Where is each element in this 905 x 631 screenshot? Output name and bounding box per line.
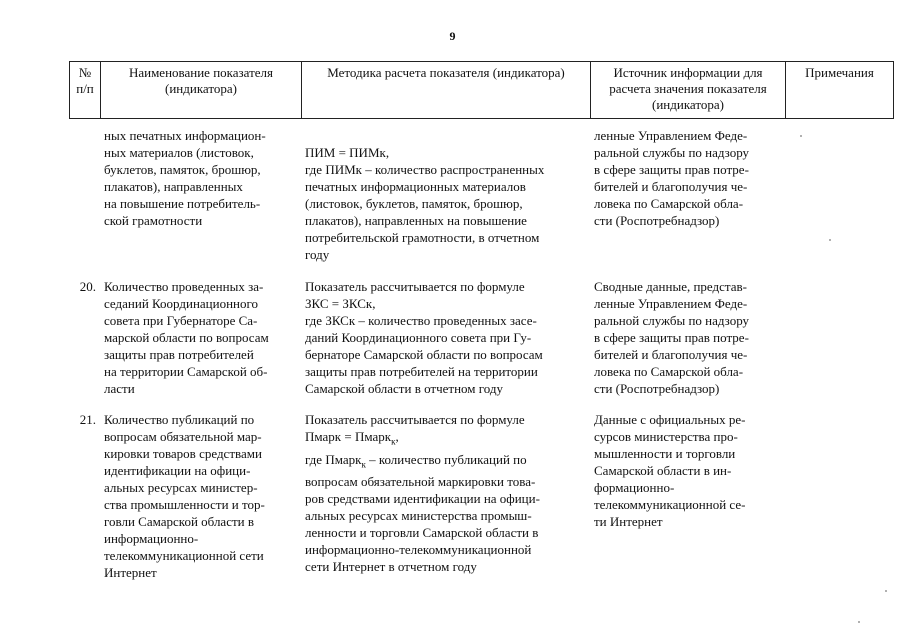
text-line: информационно- [104,531,199,546]
text-line: сти (Роспотребнадзор) [594,213,720,228]
method-first-a: где Пмарк [305,451,362,467]
row-0-method [305,144,589,263]
header-notes: Примечания [786,62,894,119]
text-line: году [305,247,330,262]
text-line: вопросам обязательной маркировки това- [305,474,536,490]
scan-speck [858,621,860,623]
text-line: даний Координационного совета при Гу- [305,330,532,345]
text-line: бернаторе Самарской области по вопросам [305,347,543,362]
text-line: Количество проведенных за- [104,279,264,294]
text-line: идентификации на офици- [104,463,251,478]
text-line: сети Интернет в отчетном году [305,559,477,575]
text-line: ства промышленности и тор- [104,497,265,512]
text-line: ных печатных информацион- [104,128,266,143]
text-line: в сфере защиты прав потре- [594,330,749,345]
row-0-name [104,127,300,229]
method-first-b: – количество публикаций по [365,451,527,467]
text-line: телекоммуникационной се- [594,497,746,512]
formula: ЗКС = ЗКСк, [305,296,376,311]
text-line: совета при Губернаторе Са- [104,313,258,328]
row-21-number: 21. [79,412,96,427]
text-line: буклетов, памяток, брошюр, [104,162,261,177]
text-line: мышленности и торговли [594,446,736,461]
row-21-source [594,411,782,530]
text-line: ленные Управлением Феде- [594,128,748,143]
text-line: альных ресурсах министер- [104,480,258,495]
text-line: вопросам обязательной мар- [104,429,262,444]
formula-subscript: к [391,436,396,447]
text-line: Самарской области в отчетном году [305,381,504,396]
text-line: ловека по Самарской обла- [594,196,744,211]
formula: ПИМ = ПИМк, [305,145,390,160]
formula [305,428,589,451]
method-first-subscript: к [361,459,366,470]
text-line [305,451,589,474]
header-calculation-method: Методика расчета показателя (индикатора) [302,62,591,119]
text-line: ральной службы по надзору [594,145,750,160]
text-line: Количество публикаций по [104,412,255,427]
row-20-method [305,278,589,397]
text-line: где ЗКСк – количество проведенных засе- [305,313,537,328]
row-20-name [104,278,300,397]
text-line: плакатов), направленных [104,179,243,194]
text-line: печатных информационных материалов [305,179,526,194]
text-line: бителей и благополучия че- [594,347,748,362]
row-0-source [594,127,782,229]
text-line: альных ресурсах министерства промыш- [305,508,532,524]
text-line: ласти [104,381,135,396]
text-line: ской грамотности [104,213,203,228]
method-intro: Показатель рассчитывается по формуле [305,412,525,427]
text-line: где ПИМк – количество распространенных [305,162,545,177]
text-line: сти (Роспотребнадзор) [594,381,720,396]
text-line: бителей и благополучия че- [594,179,748,194]
text-line: говли Самарской области в [104,514,254,529]
text-line: ров средствами идентификации на офици- [305,491,540,507]
text-line: плакатов), направленных на повышение [305,213,527,228]
table-header [69,61,894,119]
text-line: формационно- [594,480,675,495]
text-line: ленные Управлением Феде- [594,296,748,311]
text-line: информационно-телекоммуникационной [305,542,532,558]
scan-speck [885,590,887,592]
text-line: ральной службы по надзору [594,313,750,328]
text-line: Сводные данные, представ- [594,279,747,294]
text-line: марской области по вопросам [104,330,269,345]
text-line: ловека по Самарской обла- [594,364,744,379]
text-line: Интернет [104,565,157,580]
formula-end: , [395,429,399,444]
text-line: ных материалов (листовок, [104,145,254,160]
method-intro: Показатель рассчитывается по формуле [305,279,525,294]
header-number: № п/п [70,62,101,119]
text-line: ти Интернет [594,514,663,529]
row-21-name [104,411,300,581]
row-20-number: 20. [79,279,96,294]
header-information-source: Источник информации для расчета значения показателя (индикатора) [591,62,786,119]
scan-speck [800,135,802,137]
text-line: (листовок, буклетов, памяток, брошюр, [305,196,523,211]
formula-text: Пмарк = Пмарк [305,429,392,444]
text-line: защиты прав потребителей на территории [305,364,538,379]
text-line: на территории Самарской об- [104,364,268,379]
text-line: в сфере защиты прав потре- [594,162,749,177]
row-21-method [305,411,589,575]
text-line: сурсов министерства про- [594,429,738,444]
page-number: 9 [449,29,456,43]
text-line: телекоммуникационной сети [104,548,264,563]
row-20-source [594,278,782,397]
text-line: седаний Координационного [104,296,259,311]
header-indicator-name: Наименование показателя (индикатора) [101,62,302,119]
scan-speck [829,239,831,241]
text-line: потребительской грамотности, в отчетном [305,230,540,245]
text-line: защиты прав потребителей [104,347,254,362]
text-line: Данные с официальных ре- [594,412,746,427]
text-line: на повышение потребитель- [104,196,261,211]
text-line: Самарской области в ин- [594,463,732,478]
text-line: кировки товаров средствами [104,446,262,461]
text-line: ленности и торговли Самарской области в [305,525,539,541]
